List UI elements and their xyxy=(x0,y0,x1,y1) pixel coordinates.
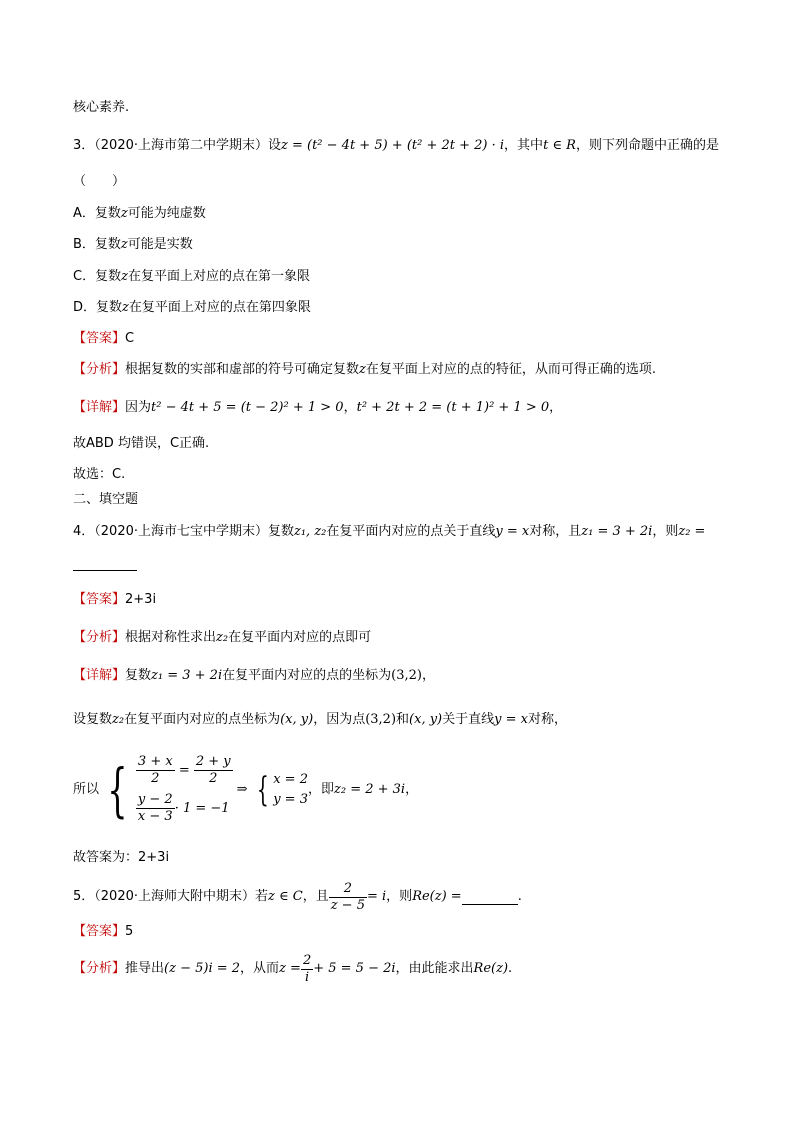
fraction xyxy=(301,953,313,986)
option-text: 可能是实数 xyxy=(127,237,193,252)
q5-condition: z ∈ C xyxy=(268,889,303,904)
intro-label: 核心素养. xyxy=(73,100,130,115)
analysis-re: Re(z) xyxy=(473,961,509,976)
q3-answer xyxy=(73,329,134,349)
section-heading xyxy=(73,490,138,510)
q3-paren-text: （ ） xyxy=(73,174,126,189)
analysis-var: z xyxy=(359,362,366,377)
option-label: C．复数 xyxy=(73,269,122,284)
q3-option-d xyxy=(73,298,311,318)
q5-end: . xyxy=(517,889,522,904)
fraction-num: y − 2 xyxy=(137,792,173,807)
setup-point-3: (x, y) xyxy=(409,712,443,727)
analysis-text-2: 在复平面上对应的点的特征，从而可得正确的选项. xyxy=(365,362,657,377)
system-row-2 xyxy=(136,790,233,828)
fraction-den: x − 3 xyxy=(137,809,173,824)
answer-value: 5 xyxy=(125,924,134,939)
q4-system xyxy=(73,750,418,830)
analysis-text-2: 在复平面内对应的点即可 xyxy=(228,630,372,645)
q5-prefix: 5．（2020·上海师大附中期末）若 xyxy=(73,889,268,904)
analysis-end: . xyxy=(508,961,513,976)
q4-setup xyxy=(73,710,567,730)
analysis-text-2: ，从而 xyxy=(240,961,280,976)
setup-text-4: 和 xyxy=(396,712,410,727)
answer-value: C xyxy=(125,331,135,346)
option-label: B．复数 xyxy=(73,237,121,252)
solution-tail: ，即 xyxy=(307,782,334,797)
setup-line-eq: y = x xyxy=(494,712,528,727)
detail-formula-2: t² + 2t + 2 = (t + 1)² + 1 > 0 xyxy=(356,400,550,415)
answer-tag: 【答案】 xyxy=(73,924,126,939)
q4-vars: z₁, z₂ xyxy=(294,524,327,539)
q4-prefix: 4．（2020·上海市七宝中学期末）复数 xyxy=(73,524,294,539)
fraction-den: z − 5 xyxy=(330,897,365,913)
intro-text xyxy=(73,98,129,118)
q4-ask: z₂ = xyxy=(678,524,706,539)
fraction-num: 2 xyxy=(329,881,367,898)
q4-blank-line xyxy=(73,556,137,576)
solution-y: y = 3 xyxy=(273,792,308,807)
q5-answer xyxy=(73,922,133,942)
setup-var: z₂ xyxy=(112,712,125,727)
q3-condition: t ∈ R xyxy=(543,138,576,153)
q3-option-c xyxy=(73,267,310,287)
analysis-text: 根据复数的实部和虚部的符号可确定复数 xyxy=(125,362,360,377)
detail-end: ， xyxy=(421,668,435,683)
analysis-text: 根据对称性求出 xyxy=(125,630,217,645)
answer-blank xyxy=(73,556,137,571)
analysis-text: 推导出 xyxy=(125,961,165,976)
option-label: A．复数 xyxy=(73,206,121,221)
fraction-den: 2 xyxy=(209,771,218,786)
fraction-num: 3 + x xyxy=(137,754,173,769)
left-brace-icon: { xyxy=(256,770,269,810)
so-text: 所以 xyxy=(73,782,100,797)
setup-text-3: ，因为点 xyxy=(313,712,366,727)
setup-point: (x, y) xyxy=(280,712,314,727)
q4-detail xyxy=(73,666,435,686)
final-text: 故答案为： xyxy=(73,850,139,865)
q3-option-a xyxy=(73,204,206,224)
detail-tag: 【详解】 xyxy=(73,668,126,683)
setup-text-2: 在复平面内对应的点坐标为 xyxy=(124,712,281,727)
option-var: z xyxy=(120,206,128,221)
option-var: z xyxy=(121,269,128,284)
fraction xyxy=(136,792,175,825)
analysis-tag: 【分析】 xyxy=(73,630,126,645)
setup-text-6: 对称， xyxy=(528,712,568,727)
fraction-num: 2 + y xyxy=(195,754,231,769)
q4-analysis xyxy=(73,628,371,648)
analysis-var: z₂ xyxy=(216,630,229,645)
solution-z: z₂ = 2 + 3i xyxy=(334,782,406,797)
fraction xyxy=(136,754,175,787)
detail-end: ， xyxy=(549,400,563,415)
detail-sep: ， xyxy=(343,400,357,415)
setup-point-2: (3,2) xyxy=(365,712,397,727)
solution-end: ， xyxy=(405,782,419,797)
q3-stem xyxy=(73,136,719,156)
q3-paren xyxy=(73,172,125,192)
analysis-formula-2: + 5 = 5 − 2i xyxy=(313,961,396,976)
q3-choice xyxy=(73,465,125,485)
option-text: 可能为纯虚数 xyxy=(127,206,206,221)
fraction-num: 2 xyxy=(302,952,312,968)
fraction-den: 2 xyxy=(151,771,160,786)
q5-analysis xyxy=(73,948,512,990)
q4-answer xyxy=(73,590,156,610)
q4-mid: 在复平面内对应的点关于直线 xyxy=(326,524,496,539)
detail-point: (3,2) xyxy=(391,668,422,683)
q4-stem xyxy=(73,522,705,542)
conclusion-text: 故ABD 均错误，C正确. xyxy=(73,436,210,451)
system-row-1 xyxy=(136,752,233,790)
equals: = xyxy=(178,763,190,778)
q4-mid2: 对称，且 xyxy=(529,524,582,539)
final-value: 2+3i xyxy=(138,850,170,865)
solution-x: x = 2 xyxy=(273,772,308,787)
implies-arrow-icon: ⇒ xyxy=(236,782,248,797)
q3-option-b xyxy=(73,235,193,255)
fraction xyxy=(329,881,367,914)
choice-text: 故选：C. xyxy=(73,467,126,482)
detail-formula-1: t² − 4t + 5 = (t − 2)² + 1 > 0 xyxy=(151,400,344,415)
setup-text-5: 关于直线 xyxy=(442,712,495,727)
q4-mid3: ，则 xyxy=(652,524,679,539)
detail-text: 因为 xyxy=(125,400,152,415)
analysis-z: z = xyxy=(279,961,301,976)
q5-stem xyxy=(73,876,522,918)
analysis-tag: 【分析】 xyxy=(73,961,126,976)
answer-blank xyxy=(462,890,518,905)
fraction-den: i xyxy=(304,969,310,985)
q3-analysis xyxy=(73,360,656,380)
fraction xyxy=(194,754,233,787)
q3-cond-prefix: ，其中 xyxy=(504,138,544,153)
section-title: 二、填空题 xyxy=(73,492,139,507)
setup-text: 设复数 xyxy=(73,712,113,727)
q4-line-eq: y = x xyxy=(495,524,530,539)
fraction-tail: · 1 = −1 xyxy=(174,801,230,816)
solution-rows xyxy=(273,770,308,810)
option-label: D．复数 xyxy=(73,300,123,315)
q5-ask: Re(z) = xyxy=(412,889,462,904)
q4-z1: z₁ = 3 + 2i xyxy=(581,524,653,539)
q3-prefix: 3．（2020·上海市第二中学期末）设 xyxy=(73,138,281,153)
q3-suffix: ，则下列命题中正确的是 xyxy=(575,138,719,153)
answer-value: 2+3i xyxy=(125,592,157,607)
q5-mid2: ，则 xyxy=(386,889,413,904)
option-var: z xyxy=(122,300,129,315)
answer-tag: 【答案】 xyxy=(73,592,126,607)
answer-tag: 【答案】 xyxy=(73,331,126,346)
detail-text: 复数 xyxy=(125,668,152,683)
q5-mid: ，且 xyxy=(302,889,329,904)
q3-formula: z = (t² − 4t + 5) + (t² + 2t + 2) · i xyxy=(281,138,505,153)
analysis-text-3: ，由此能求出 xyxy=(395,961,474,976)
detail-text-2: 在复平面内对应的点的坐标为 xyxy=(222,668,392,683)
q3-conclusion xyxy=(73,434,209,454)
left-brace-icon: { xyxy=(107,756,128,824)
q4-final xyxy=(73,848,169,868)
analysis-tag: 【分析】 xyxy=(73,362,126,377)
option-text: 在复平面上对应的点在第四象限 xyxy=(128,300,311,315)
fraction-tail: = i xyxy=(366,889,387,904)
detail-tag: 【详解】 xyxy=(73,400,126,415)
analysis-formula: (z − 5)i = 2 xyxy=(164,961,241,976)
detail-formula: z₁ = 3 + 2i xyxy=(151,668,223,683)
option-var: z xyxy=(120,237,128,252)
q3-detail xyxy=(73,398,562,418)
system-rows xyxy=(136,752,233,828)
option-text: 在复平面上对应的点在第一象限 xyxy=(127,269,310,284)
